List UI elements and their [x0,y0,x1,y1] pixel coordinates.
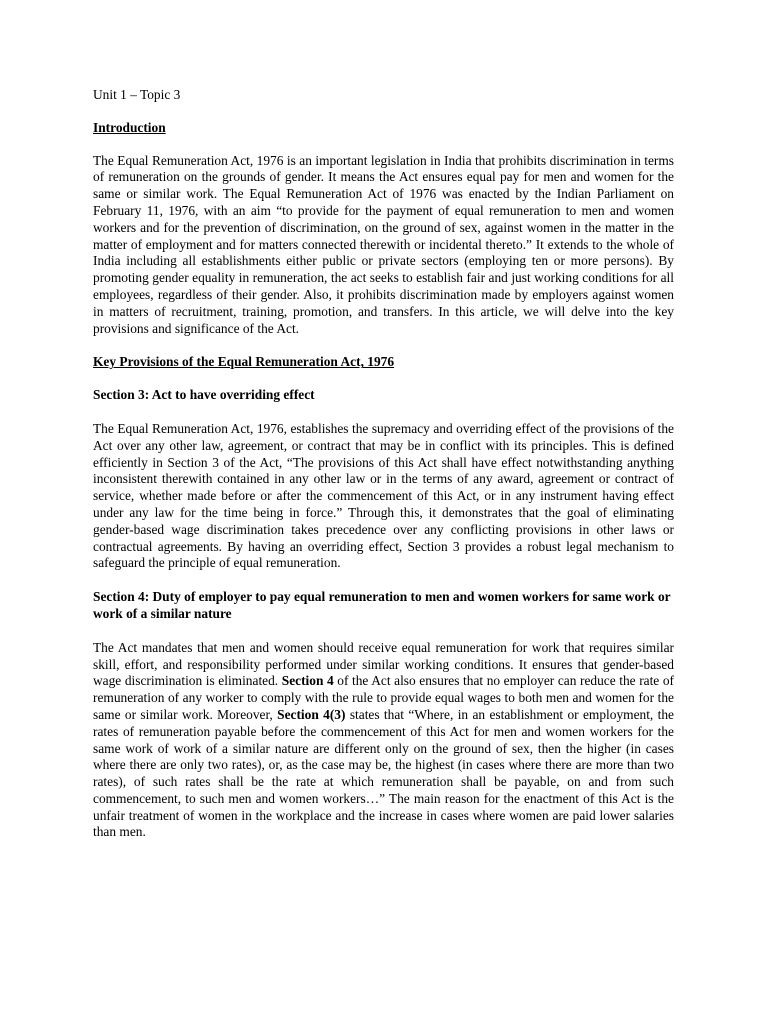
introduction-heading: Introduction [93,119,166,135]
section-3-heading: Section 3: Act to have overriding effect [93,387,315,403]
section-4-3-bold-reference: Section 4(3) [277,706,346,722]
section-4-paragraph [93,640,674,842]
section-3-paragraph: The Equal Remuneration Act, 1976, establishes the supremacy and overriding effect of the provisions of the Act over any other law, agreement, or contract that may be in conflict with its principles. This is defined efficiently in Section 3 of the Act, “The provisions of this Act shall have effect notwithstanding anything inconsistent therewith contained in any other law or in the terms of any award, agreement or contract of service, whether made before or after the commencement of this Act, or in any instrument having effect under any law for the time being in force.” Through this, it demonstrates that the goal of eliminating gender-based wage discrimination takes precedence over any conflicting provisions in other laws or contractual agreements. By having an overriding effect, Section 3 provides a robust legal mechanism to safeguard the principle of equal remuneration. [93,420,674,571]
section-4-text-part-2: of the Act also ensures that no employer can reduce the rate of remuneration of any worker to comply with the rule to provide equal wages to both men and women for the same or similar work. Moreover, [93,673,674,722]
section-4-bold-reference: Section 4 [281,673,334,689]
section-4-text-part-3: states that “Where, in an establishment or employment, the rates of remuneration payable before the commencement of this Act for men and women workers for the same work of work of a similar nature are different only on the ground of sex, then the higher (in cases where there are only two rates), or, as the case may be, the highest (in cases where there are more than two rates), of such rates shall be the rate at which remuneration shall be payable, on and from such commencement, to such men and women workers…” The main reason for the enactment of this Act is the unfair treatment of women in the workplace and the increase in cases where women are paid lower salaries than men. [93,706,674,840]
introduction-paragraph: The Equal Remuneration Act, 1976 is an important legislation in India that prohibits discrimination in terms of remuneration on the grounds of gender. It means the Act ensures equal pay for men and women for the same or similar work. The Equal Remuneration Act of 1976 was enacted by the Indian Parliament on February 11, 1976, with an aim “to provide for the payment of equal remuneration to men and women workers and for the prevention of discrimination, on the ground of sex, against women in the matter in the matter of employment and for matters connected therewith or incidental thereto.” It extends to the whole of India including all establishments either public or private sectors (employing ten or more persons). By promoting gender equality in remuneration, the act seeks to establish fair and just working conditions for all employees, regardless of their gender. Also, it prohibits discrimination made by employers against women in matters of recruitment, training, promotion, and transfers. In this article, we will delve into the key provisions and significance of the Act. [93,152,674,336]
section-4-heading: Section 4: Duty of employer to pay equal remuneration to men and women workers for same work or work of a similar nature [93,589,671,621]
key-provisions-heading: Key Provisions of the Equal Remuneration Act, 1976 [93,354,395,370]
unit-topic-line: Unit 1 – Topic 3 [93,87,181,102]
section-4-text-part-1: The Act mandates that men and women should receive equal remuneration for work that requires similar skill, effort, and responsibility performed under similar working conditions. It ensures that gender-based wage discrimination is eliminated. [93,639,674,689]
